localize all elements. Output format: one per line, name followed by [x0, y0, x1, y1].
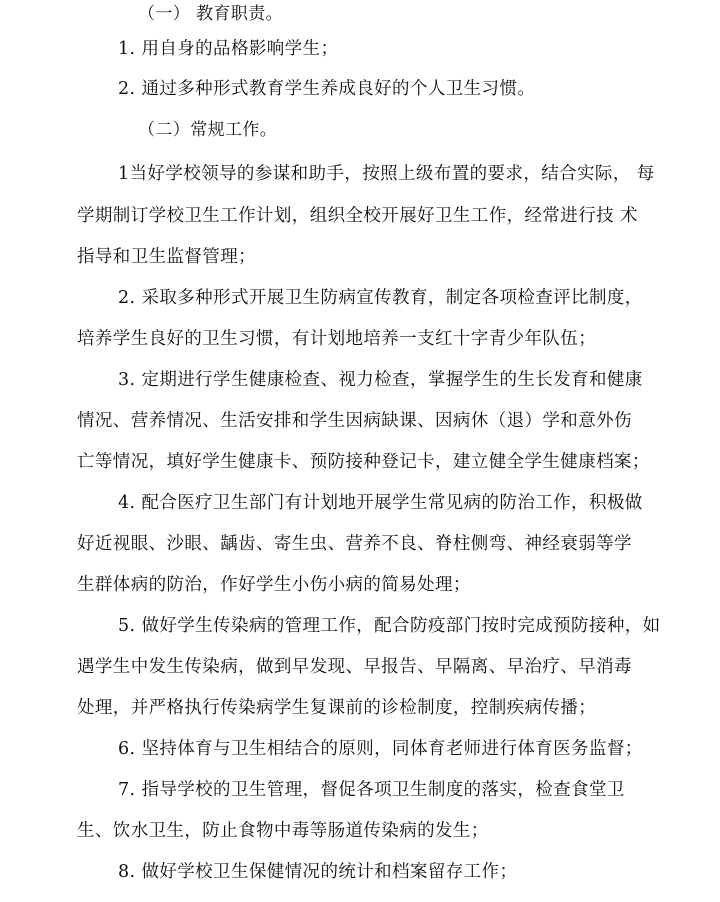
- paragraph-line: 2. 采取多种形式开展卫生防病宣传教育，制定各项检查评比制度，: [118, 288, 643, 308]
- paragraph-line: 培养学生良好的卫生习惯，有计划地培养一支红十字青少年队伍；: [77, 329, 597, 349]
- section-heading-routine-work: （二）常规工作。: [138, 120, 278, 140]
- paragraph-line: 生、饮水卫生，防止食物中毒等肠道传染病的发生；: [77, 821, 489, 841]
- paragraph-line: 3. 定期进行学生健康检查、视力检查，掌握学生的生长发育和健康: [118, 370, 643, 390]
- paragraph-line: 好近视眼、沙眼、龋齿、寄生虫、营养不良、脊柱侧弯、神经衰弱等学: [77, 534, 632, 554]
- list-item: 1. 用自身的品格影响学生；: [118, 39, 339, 59]
- paragraph-line: 生群体病的防治，作好学生小伤小病的简易处理；: [77, 575, 471, 595]
- paragraph-line: 遇学生中发生传染病，做到早发现、早报告、早隔离、早治疗、早消毒: [77, 657, 632, 677]
- paragraph-line: 情况、营养情况、生活安排和学生因病缺课、因病休（退）学和意外伤: [77, 411, 632, 431]
- list-item: 2. 通过多种形式教育学生养成良好的个人卫生习惯。: [118, 79, 536, 99]
- paragraph-line: 4. 配合医疗卫生部门有计划地开展学生常见病的防治工作，积极做: [118, 493, 643, 513]
- paragraph-line: 处理，并严格执行传染病学生复课前的诊检制度，控制疾病传播；: [77, 698, 597, 718]
- paragraph-line: 6. 坚持体育与卫生相结合的原则，同体育老师进行体育医务监督；: [118, 739, 643, 759]
- paragraph-line: 1当好学校领导的参谋和助手，按照上级布置的要求，结合实际， 每: [118, 164, 655, 184]
- paragraph-line: 7. 指导学校的卫生管理，督促各项卫生制度的落实，检查食堂卫: [118, 780, 625, 800]
- section-heading-education-duties: （一） 教育职责。: [138, 4, 284, 24]
- paragraph-line: 指导和卫生监督管理；: [77, 247, 256, 267]
- paragraph-line: 亡等情况，填好学生健康卡、预防接种登记卡，建立健全学生健康档案；: [77, 452, 650, 472]
- paragraph-line: 学期制订学校卫生工作计划，组织全校开展好卫生工作，经常进行技 术: [77, 206, 638, 226]
- paragraph-line: 5. 做好学生传染病的管理工作，配合防疫部门按时完成预防接种，如: [118, 616, 661, 636]
- paragraph-line: 8. 做好学校卫生保健情况的统计和档案留存工作；: [118, 862, 518, 882]
